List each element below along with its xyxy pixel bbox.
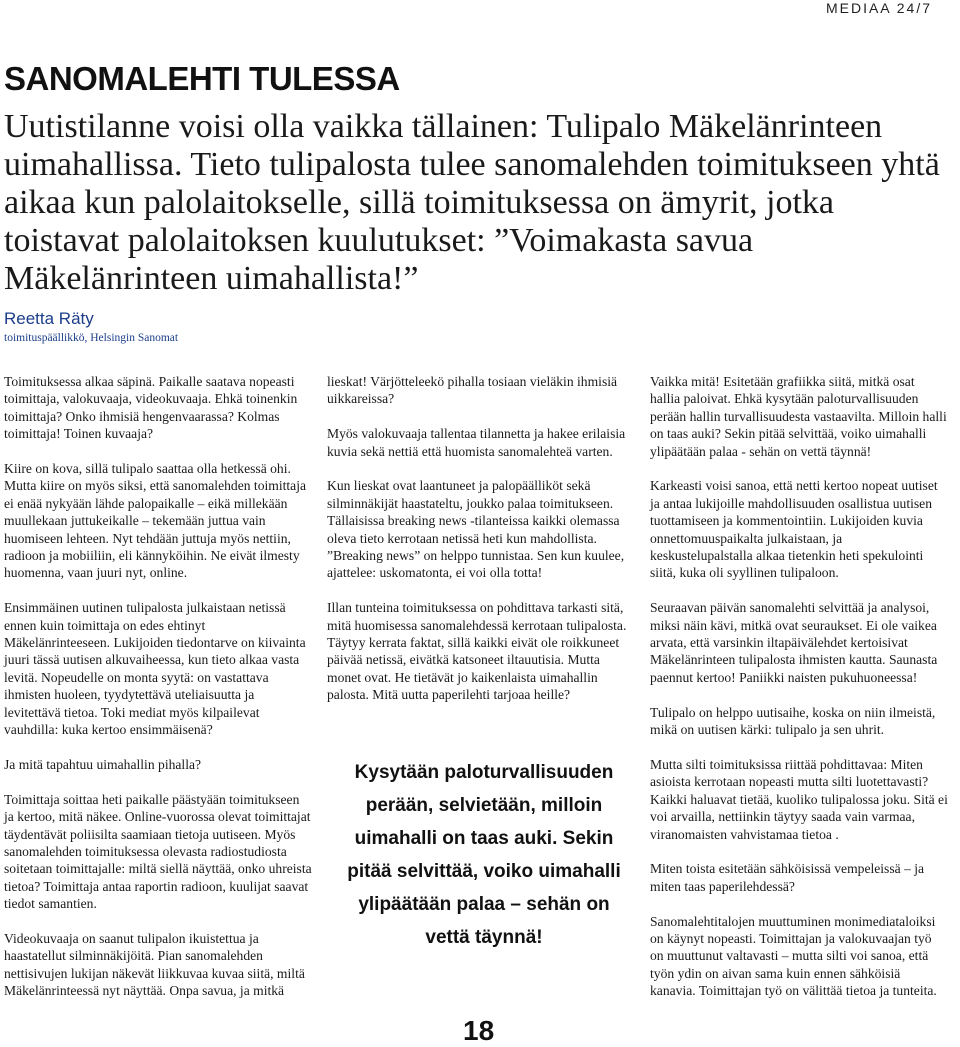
paragraph: Sanomalehtitalojen muuttuminen monimediataloiksi on käynyt nopeasti. Toimittajan ja valokuvaajan työ on muuttunut valtavasti – mutta silti voi sanoa, että työn ydin on aivan sama kuin ennen sähköisiä kanavia. Toimittajan työ on välittää tietoa ja tunteita. [650, 913, 937, 999]
running-header: MEDIAA 24/7 [825, 0, 932, 16]
paragraph: Toimituksessa alkaa säpinä. Paikalle saatava nopeasti toimittaja, valokuvaaja, videokuvaaja. Ehkä toinenkin toimittaja? Onko ihmisiä hengenvaarassa? Kolmas toimittaja! Toinen kuvaaja? [4, 374, 298, 442]
paragraph: Karkeasti voisi sanoa, että netti kertoo nopeat uutiset ja antaa lukijoille mahdollisuuden osallistua uutisen tuottamiseen ja kommentointiin. Lukijoiden kuvia onnettomuuspaikalta julkaistaan, ja keskustelupalstalla alkaa tietenkin heti spekulointi siitä, kuka oli syyllinen tulipaloon. [650, 478, 938, 581]
paragraph: Seuraavan päivän sanomalehti selvittää ja analysoi, miksi näin kävi, mitkä ovat seuraukset. Ei ole vaikea arvata, että varsinkin iltapäivälehdet kertoisivat Mäkelänrinteen tulipalosta ihmisten kautta. Saunasta paennut kertoo! Paniikki naisten pukuhuoneessa! [650, 600, 938, 685]
author-role: toimituspäällikkö, Helsingin Sanomat [4, 332, 179, 344]
paragraph: Tulipalo on helppo uutisaihe, koska on niin ilmeistä, mikä on uutisen kärki: tulipalo ja sen uhrit. [650, 704, 936, 738]
body-column-3 [650, 373, 948, 1017]
lead-paragraph: Uutistilanne voisi olla vaikka tällainen: Tulipalo Mäkelänrinteen uimahallissa. Tieto tulipalosta tulee sanomalehden toimitukseen yhtä aikaa kun palolaitokselle, sillä toimituksessa on ämyrit, jotka toistavat palolaitoksen kuulutukset: ”Voimakasta savua Mäkelänrinteen uimahallista!” [4, 108, 940, 297]
pull-quote: Kysytään paloturvallisuuden perään, selvietään, milloin uimahalli on taas auki. Sekin pitää selvittää, voiko uimahalli ylipäätään palaa – sehän on vettä täynnä! [347, 762, 621, 948]
author-name: Reetta Räty [4, 309, 94, 328]
paragraph: Kiire on kova, sillä tulipalo saattaa olla hetkessä ohi. Mutta kiire on myös siksi, että sanomalehden toimittaja ei enää nykyään lähde palopaikalle – eikä millekään muullekaan juttukeikalle – tekemään juttua vain huomiseen lehteen. Nyt tehdään juttuja myös nettiin, radioon ja mobiiliin, eli kännyköihin. Ne eivät ilmesty huomenna, vaan juuri nyt, online. [4, 461, 307, 581]
page-number: 18 [463, 1015, 495, 1046]
paragraph: Myös valokuvaaja tallentaa tilannetta ja hakee erilaisia kuvia sekä nettiä että huomista sanomalehteä varten. [327, 426, 626, 459]
paragraph: Videokuvaaja on saanut tulipalon ikuistettua ja haastatellut silminnäkijöitä. Pian sanomalehden nettisivujen lukijan näkevät liikkuvaa kuvaa siitä, miltä Mäkelänrinteessä nyt näyttää. Onpa savua, ja mitkä [4, 930, 305, 999]
paragraph: Kun lieskat ovat laantuneet ja palopäälliköt sekä silminnäkijät haastateltu, joukko palaa toimitukseen. Tällaisissa breaking news -tilanteissa kaikki olemassa oleva tieto kerrotaan netissä heti kun mahdollista. ”Breaking news” on helppo tunnistaa. Sen kun kuulee, ajattelee: uskomatonta, ei voi olla totta! [327, 478, 625, 581]
section-title: SANOMALEHTI TULESSA [4, 60, 400, 97]
paragraph: Mutta silti toimituksissa riittää pohdittavaa: Miten asioista kerrotaan nopeasti mutta silti luotettavasti? Kaikki haluavat tietää, kuoliko tulipalossa joku. Sitä ei voi arvailla, nettiinkin täytyy saada vain varmaa, viranomaisten vahvistamaa tietoa . [650, 756, 948, 842]
paragraph: Ja mitä tapahtuu uimahallin pihalla? [4, 756, 202, 772]
paragraph: Illan tunteina toimituksessa on pohdittava tarkasti sitä, mitä huomisessa sanomalehdessä kerrotaan tulipalosta. Täytyy kerrata faktat, sillä kaikki eivät ole roikkuneet päivää netissä, eivätkä katsoneet iltauutisia. Mutta monet ovat. He tietävät jo kaikenlaista uimahallin palosta. Mitä uutta paperilehti tarjoaa heille? [327, 600, 627, 703]
paragraph: Miten toista esitetään sähköisissä vempeleissä – ja miten taas paperilehdessä? [650, 861, 925, 894]
paragraph: Vaikka mitä! Esitetään grafiikka siitä, mitkä osat hallia paloivat. Ehkä kysytään paloturvallisuuden perään hallin turvallisuudesta vastaavilta. Milloin halli on taas auki? Sekin pitää selvittää, voiko uimahalli ylipäätään palaa - sehän on vettä täynnä! [650, 374, 947, 459]
body-column-2 [327, 373, 635, 721]
paragraph: Toimittaja soittaa heti paikalle päästyään toimitukseen ja kertoo, mitä näkee. Online-vuorossa olevat toimittajat täydentävät poliisilta saamiaan tietoja uutiseen. Myös sanomalehden toimituksessa olevasta radiostudiosta soitetaan toimittajalle: miltä siellä näyttää, onko uhreista tietoa? Toimittaja antaa raportin radioon, kuulijat saavat tiedot samantien. [4, 791, 312, 912]
paragraph: Ensimmäinen uutinen tulipalosta julkaistaan netissä ennen kuin toimittaja on edes ehtinyt Mäkelänrinteeseen. Lukijoiden tiedontarve on kiivainta juuri tässä uutisen alkuvaiheessa, kun tieto alkaa vasta levitä. Nopeudelle on monta syytä: on vastattava ihmisten huoleen, tyydytettävä uteliaisuutta ja levitettävä tietoa. Toki mediat myös kilpailevat vauhdilla: kuka kertoo ensimmäisenä? [4, 600, 306, 738]
paragraph: lieskat! Värjötteleekö pihalla tosiaan vieläkin ihmisiä uikkareissa? [327, 374, 618, 407]
body-column-1 [4, 373, 312, 1017]
